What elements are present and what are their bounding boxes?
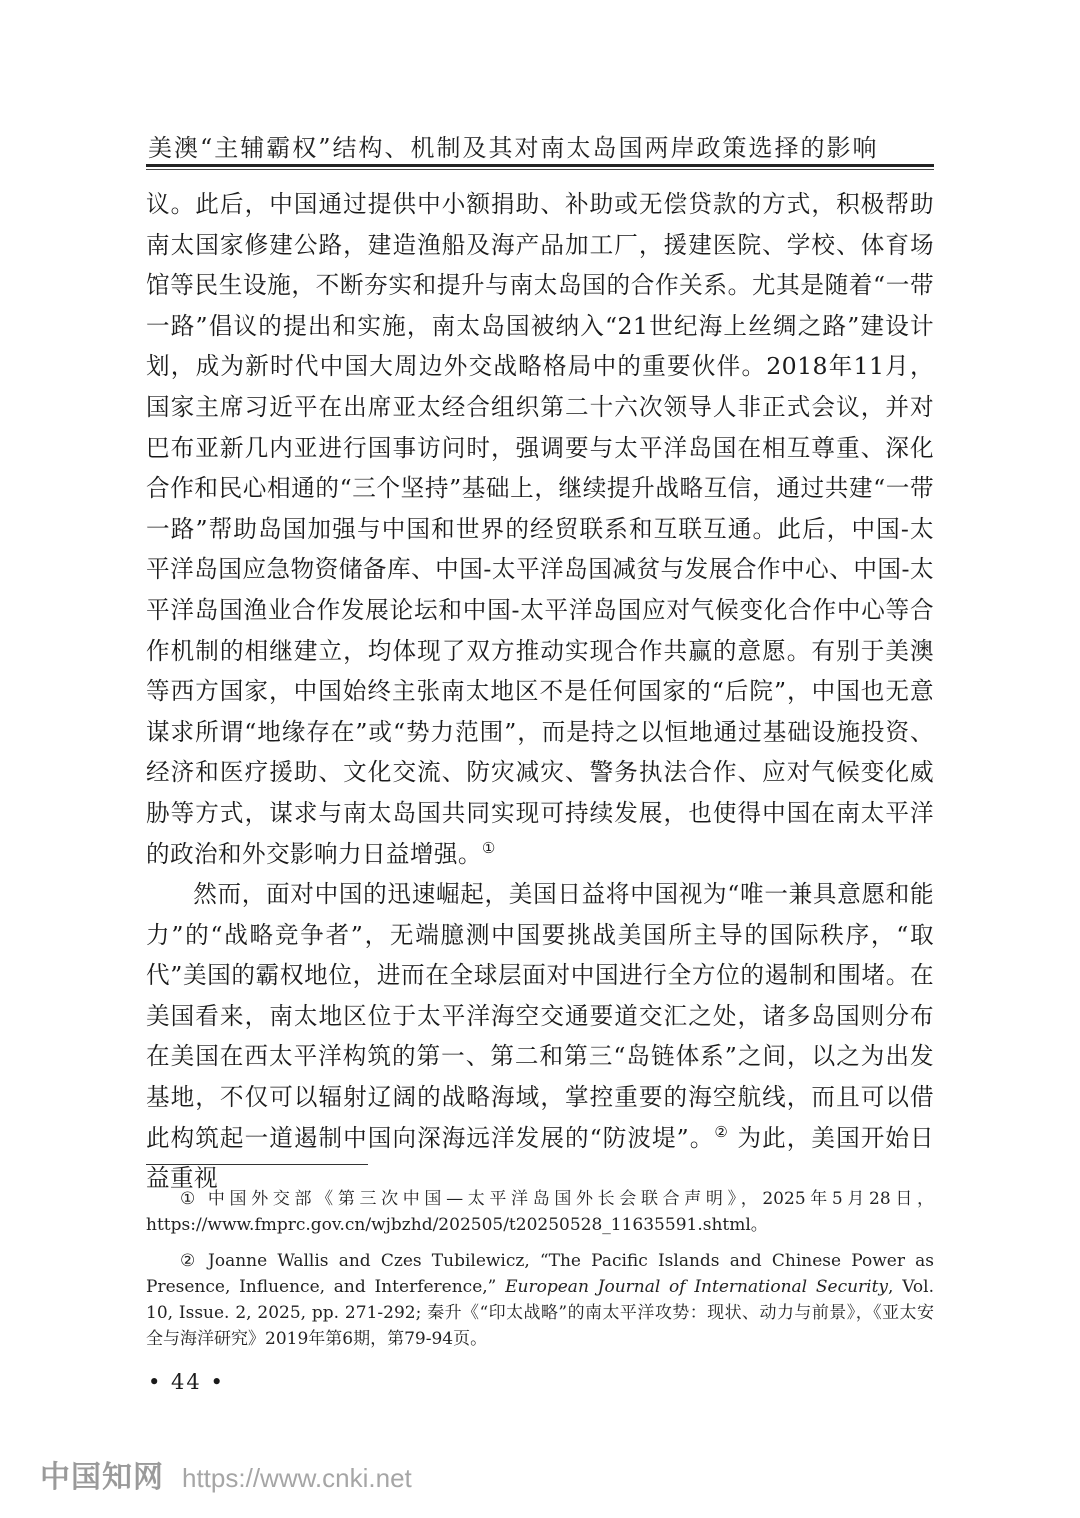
paragraph-2-text-cont: 为此，美国开始日益重视 — [146, 1123, 934, 1193]
footnote-2 — [146, 1248, 934, 1352]
cnki-watermark — [40, 1452, 412, 1496]
footnotes — [146, 1186, 934, 1362]
paragraph-1 — [146, 184, 934, 874]
footnote-2-text-cont: , Vol. 10, Issue. 2, 2025, pp. 271-292; 秦升《“印太战略”的南太平洋攻势：现状、动力与前景》，《亚太安全与海洋研究》2019年第6期，第79-94页。 — [146, 1277, 934, 1349]
page-number: • 44 • — [148, 1370, 225, 1394]
paragraph-2-text: 然而，面对中国的迅速崛起，美国日益将中国视为“唯一兼具意愿和能力”的“战略竞争者”，无端臆测中国要挑战美国所主导的国际秩序，“取代”美国的霸权地位，进而在全球层面对中国进行全方位的遏制和围堵。在美国看来，南太地区位于太平洋海空交通要道交汇之处，诸多岛国则分布在美国在西太平洋构筑的第一、第二和第三“岛链体系”之间，以之为出发基地，不仅可以辐射辽阔的战略海域，掌控重要的海空航线，而且可以借此构筑起一道遏制中国向深海远洋发展的“防波堤”。 — [146, 880, 934, 1152]
footnote-2-number: ② — [180, 1251, 201, 1271]
main-text — [146, 184, 934, 1199]
footnote-1-text[interactable]: 中国外交部《第三次中国—太平洋岛国外长会联合声明》，2025年5月28日，https://www.fmprc.gov.cn/wjbzhd/202505/t20250528_11635591.shtml。 — [146, 1189, 934, 1235]
footnote-1-number: ① — [180, 1189, 200, 1209]
header-rule-thin — [146, 169, 934, 170]
footnote-separator — [146, 1164, 368, 1165]
footnote-2-journal: European Journal of International Security — [505, 1277, 889, 1297]
cnki-url[interactable]: https://www.cnki.net — [182, 1463, 412, 1493]
footnote-ref-1[interactable]: ① — [481, 838, 496, 857]
footnote-2-text: Joanne Wallis and Czes Tubilewicz, “The Pacific Islands and Chinese Power as Presence, Influence, and Interference,” — [146, 1251, 934, 1297]
running-header: 美澳“主辅霸权”结构、机制及其对南太岛国两岸政策选择的影响 — [148, 134, 879, 162]
cnki-logo: 中国知网 — [40, 1461, 164, 1494]
footnote-ref-2[interactable]: ② — [714, 1122, 729, 1141]
header-rule — [146, 164, 934, 167]
footnote-1 — [146, 1186, 934, 1238]
paragraph-2 — [146, 874, 934, 1199]
paragraph-1-text: 议。此后，中国通过提供中小额捐助、补助或无偿贷款的方式，积极帮助南太国家修建公路，建造渔船及海产品加工厂，援建医院、学校、体育场馆等民生设施，不断夯实和提升与南太岛国的合作关系。尤其是随着“一带一路”倡议的提出和实施，南太岛国被纳入“21世纪海上丝绸之路”建设计划，成为新时代中国大周边外交战略格局中的重要伙伴。2018年11月，国家主席习近平在出席亚太经合组织第二十六次领导人非正式会议，并对巴布亚新几内亚进行国事访问时，强调要与太平洋岛国在相互尊重、深化合作和民心相通的“三个坚持”基础上，继续提升战略互信，通过共建“一带一路”帮助岛国加强与中国和世界的经贸联系和互联互通。此后，中国-太平洋岛国应急物资储备库、中国-太平洋岛国减贫与发展合作中心、中国-太平洋岛国渔业合作发展论坛和中国-太平洋岛国应对气候变化合作中心等合作机制的相继建立，均体现了双方推动实现合作共赢的意愿。有别于美澳等西方国家，中国始终主张南太地区不是任何国家的“后院”，中国也无意谋求所谓“地缘存在”或“势力范围”，而是持之以恒地通过基础设施投资、经济和医疗援助、文化交流、防灾减灾、警务执法合作、应对气候变化威胁等方式，谋求与南太岛国共同实现可持续发展，也使得中国在南太平洋的政治和外交影响力日益增强。 — [146, 190, 934, 868]
